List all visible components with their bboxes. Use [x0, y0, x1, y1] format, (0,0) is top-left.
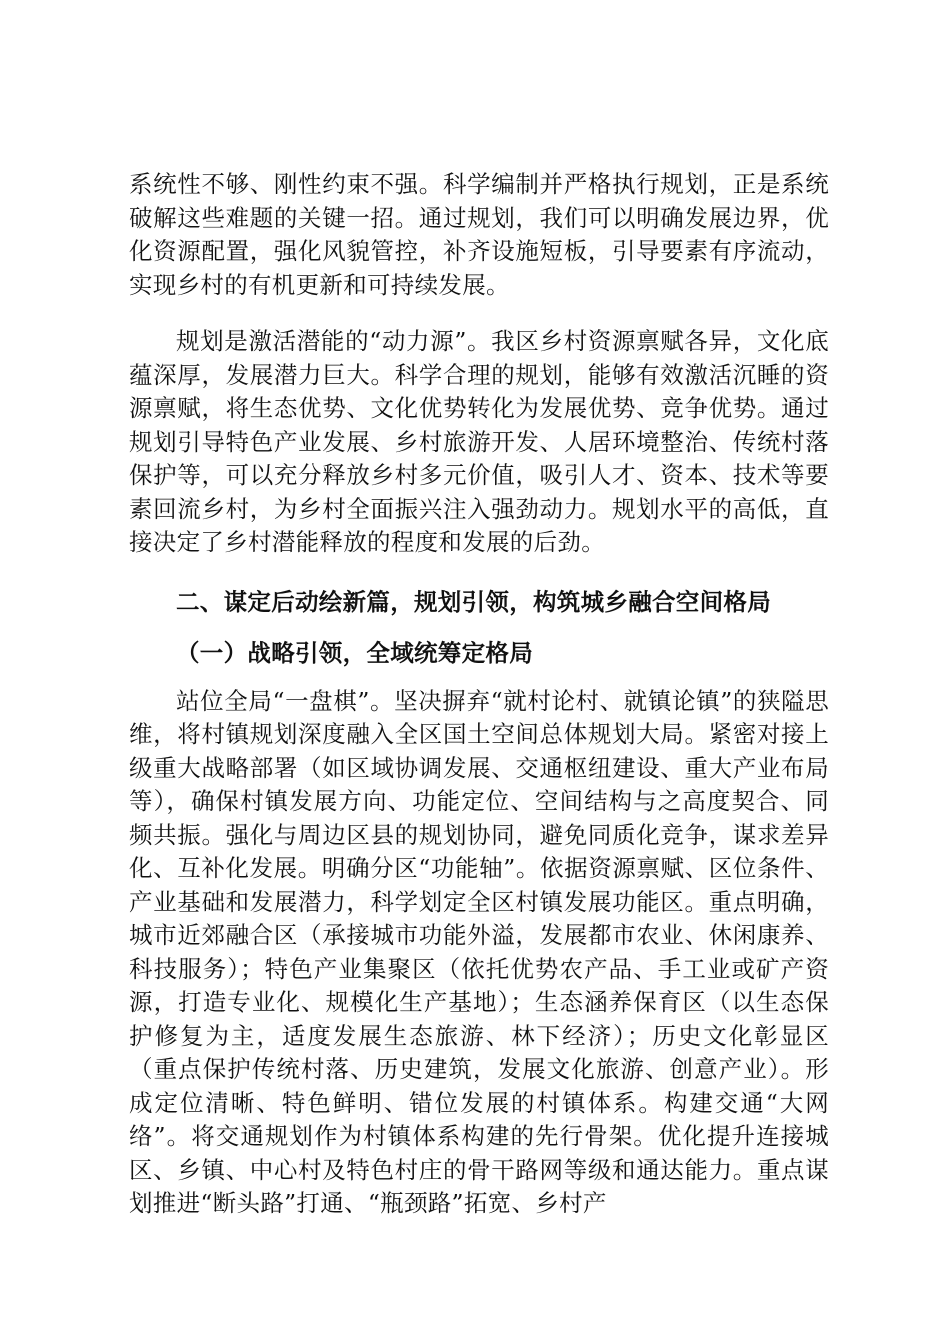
subsection-heading: （一）战略引领，全域统筹定格局 — [176, 639, 533, 667]
page-body — [129, 168, 829, 1221]
section-heading: 二、谋定后动绘新篇，规划引领，构筑城乡融合空间格局 — [176, 587, 771, 616]
body-paragraph: 规划是激活潜能的“动力源”。我区乡村资源禀赋各异，文化底蕴深厚，发展潜力巨大。科学合理的规划，能够有效激活沉睡的资源禀赋，将生态优势、文化优势转化为发展优势、竞争优势。通过规划引导特色产业发展、乡村旅游开发、人居环境整治、传统村落保护等，可以充分释放乡村多元价值，吸引人才、资本、技术等要素回流乡村，为乡村全面振兴注入强劲动力。规划水平的高低，直接决定了乡村潜能释放的程度和发展的后劲。 — [129, 327, 829, 556]
body-paragraph: 系统性不够、刚性约束不强。科学编制并严格执行规划，正是系统破解这些难题的关键一招。通过规划，我们可以明确发展边界，优化资源配置，强化风貌管控，补齐设施短板，引导要素有序流动，实现乡村的有机更新和可持续发展。 — [129, 170, 829, 299]
body-paragraph: 站位全局“一盘棋”。坚决摒弃“就村论村、就镇论镇”的狭隘思维，将村镇规划深度融入全区国土空间总体规划大局。紧密对接上级重大战略部署（如区域协调发展、交通枢纽建设、重大产业布局等），确保村镇发展方向、功能定位、空间结构与之高度契合、同频共振。强化与周边区县的规划协同，避免同质化竞争，谋求差异化、互补化发展。明确分区“功能轴”。依据资源禀赋、区位条件、产业基础和发展潜力，科学划定全区村镇发展功能区。重点明确，城市近郊融合区（承接城市功能外溢，发展都市农业、休闲康养、科技服务）；特色产业集聚区（依托优势农产品、手工业或矿产资源，打造专业化、规模化生产基地）；生态涵养保育区（以生态保护修复为主，适度发展生态旅游、林下经济）；历史文化彰显区（重点保护传统村落、历史建筑，发展文化旅游、创意产业）。形成定位清晰、特色鲜明、错位发展的村镇体系。构建交通“大网络”。将交通规划作为村镇体系构建的先行骨架。优化提升连接城区、乡镇、中心村及特色村庄的骨干路网等级和通达能力。重点谋划推进“断头路”打通、“瓶颈路”拓宽、乡村产 — [129, 686, 829, 1217]
